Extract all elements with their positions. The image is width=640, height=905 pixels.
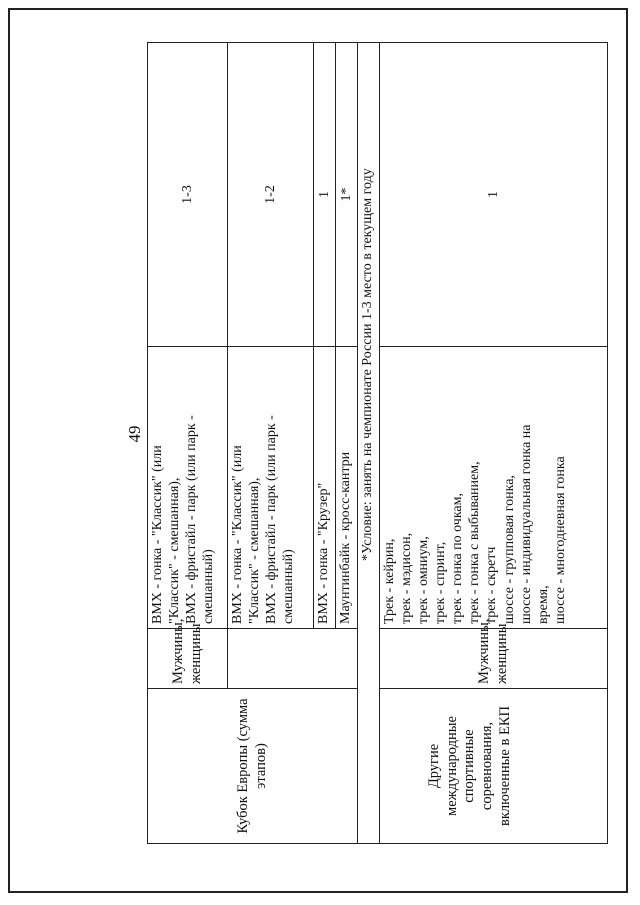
gender-text: Мужчины, женщины	[169, 618, 204, 684]
discipline-line: ВМХ - гонка - "Классик" (или	[230, 445, 245, 624]
results-table	[147, 42, 608, 844]
table-row	[148, 43, 228, 844]
gender-cell	[380, 618, 608, 689]
discipline-line: трек - омниум,	[416, 536, 432, 624]
discipline-line: трек - гонка с выбыванием,	[467, 461, 483, 624]
discipline-line: "Классик" - смешанная),	[167, 477, 183, 624]
place-cell	[380, 43, 608, 347]
place-cell	[314, 43, 336, 347]
discipline-cell	[380, 347, 608, 629]
discipline-line: Маунтинбайк - кросс-кантри	[338, 451, 353, 624]
discipline-cell	[336, 347, 358, 629]
gender-text: Мужчины, женщины	[475, 618, 510, 684]
place-cell	[148, 43, 228, 347]
competition-name: Кубок Европы (сумма этапов)	[234, 698, 269, 834]
discipline-line: время,	[535, 585, 551, 624]
discipline-cell	[148, 347, 228, 629]
discipline-line: Трек - кейрин,	[382, 538, 397, 624]
place-text: 1-3	[179, 185, 195, 204]
discipline-line: трек - спринт,	[433, 541, 449, 624]
note-cell	[358, 43, 380, 844]
discipline-line: ВМХ - гонка - "Классик" (или	[150, 445, 165, 624]
gender-cell	[148, 618, 228, 689]
discipline-line: ВМХ - фристайл - парк (или парк -	[264, 415, 280, 624]
competition-name: Другие международные спортивные соревнования, включенные в ЕКП	[426, 706, 513, 826]
discipline-line: смешанный)	[281, 549, 297, 624]
place-cell	[228, 43, 314, 347]
competition-cell-other	[380, 689, 608, 844]
discipline-cell	[228, 347, 314, 629]
discipline-line: шоссе - многодневная гонка	[552, 456, 568, 624]
place-text: 1*	[338, 187, 354, 202]
discipline-line: трек - мэдисон,	[399, 532, 415, 624]
discipline-line: трек - гонка по очкам,	[450, 493, 466, 624]
note-text: *Условие: занять на чемпионате России 1-3 место в текущем году	[360, 168, 375, 561]
discipline-line: шоссе - групповая гонка,	[501, 475, 517, 624]
discipline-line: ВМХ - фристайл - парк (или парк -	[184, 415, 200, 624]
discipline-cell	[314, 347, 336, 629]
place-text: 1	[485, 191, 501, 198]
place-text: 1-2	[262, 185, 278, 204]
table-row	[358, 43, 380, 844]
page-number: 49	[125, 425, 144, 443]
rotated-page-content	[125, 42, 568, 844]
place-text: 1	[316, 191, 332, 198]
place-cell	[336, 43, 358, 347]
discipline-line: трек - скретч	[484, 546, 500, 624]
discipline-line: смешанный)	[201, 549, 217, 624]
discipline-line: шоссе - индивидуальная гонка на	[518, 424, 534, 624]
gender-cell-empty	[228, 629, 358, 689]
discipline-line: "Классик" - смешанная),	[247, 477, 263, 624]
discipline-line: ВМХ - гонка - "Крузер"	[316, 482, 331, 624]
table-row	[380, 43, 608, 844]
competition-cell-europe-cup	[148, 689, 358, 844]
